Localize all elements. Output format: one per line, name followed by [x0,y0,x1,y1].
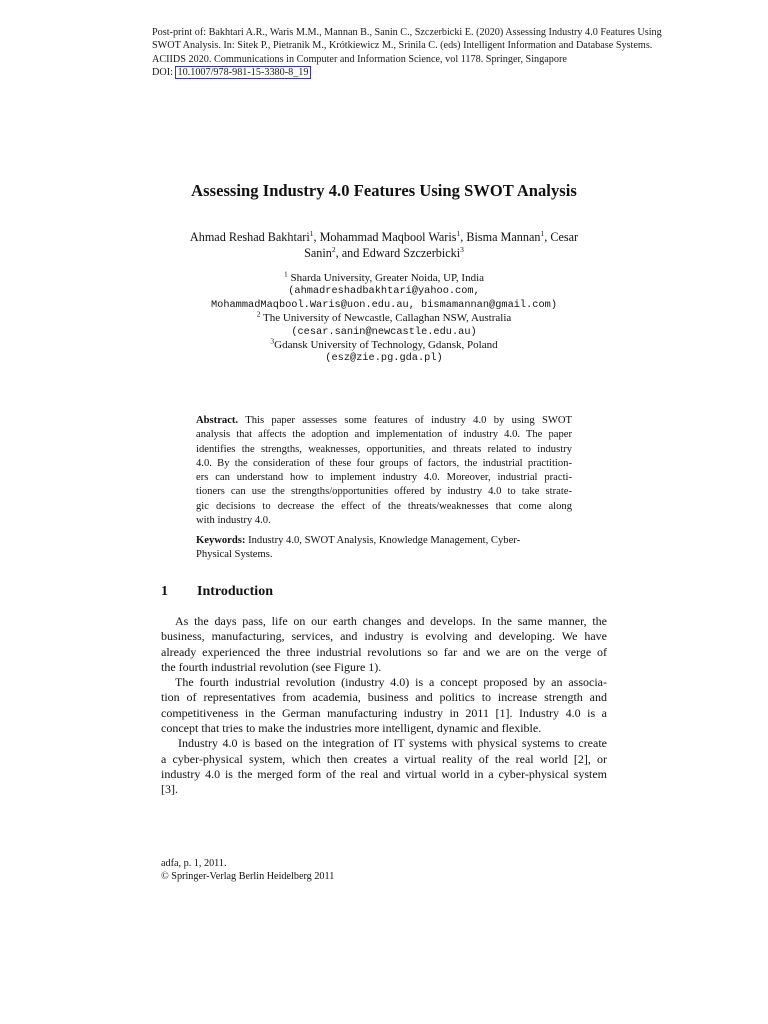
abstract-line: tioners can use the strengths/opportunities offered by industry 4.0 to take strate- [196,486,572,498]
affiliation-marker: 2 [256,309,261,319]
body-line: competitiveness in the German manufacturing industry in 2011 [1]. Industry 4.0 is a [161,705,607,720]
postprint-line: SWOT Analysis. In: Sitek P., Pietranik M., Krótkiewicz M., Srinila C. (eds) Intelligent Information and Database Systems. [152,40,653,52]
body-line: industry 4.0 is the merged form of the real and virtual world in a cyber-physical system [161,766,607,781]
author-email: MohammadMaqbool.Waris@uon.edu.au, bismamannan@gmail.com) [210,298,558,311]
abstract-line: identifies the strengths, weaknesses, opportunities, and threats related to industry [196,443,572,455]
abstract-line: gic decisions to decrease the effect of the threats/weaknesses that come along [196,500,572,512]
abstract-line: 4.0. By the consideration of these four groups of factors, the industrial practition- [196,457,572,469]
affiliation-marker: 1 [309,228,314,238]
abstract-line: analysis that affects the adoption and implementation of industry 4.0. The paper [196,429,572,441]
affiliation-marker: 1 [540,228,545,238]
keywords-line [196,534,572,548]
postprint-line: ACIIDS 2020. Communications in Computer and Information Science, vol 1178. Springer, Singapore [152,53,567,65]
body-line: a cyber-physical system, which then creates a virtual reality of the real world [2], or [161,751,607,766]
affiliation-text: Gdansk University of Technology, Gdansk, Poland [274,339,498,352]
abstract [196,414,572,528]
affiliation-marker: 1 [283,269,288,279]
footer-line: adfa, p. 1, 2011. [161,858,227,869]
keywords-label: Keywords: [196,535,246,546]
abstract-line: with industry 4.0. [196,515,271,527]
body-line: Industry 4.0 is based on the integration of IT systems with physical systems to create [178,736,607,751]
page-footer [161,857,461,883]
body-line: already experienced the three industrial revolutions so far and we are on the verge of [161,644,607,659]
body-line: the fourth industrial revolution (see Figure 1). [161,659,382,674]
copyright-line: © Springer-Verlag Berlin Heidelberg 2011 [161,871,335,882]
abstract-label: Abstract. [196,415,239,426]
doi-line [152,66,692,79]
abstract-text: This paper assesses some features of industry 4.0 by using SWOT [238,415,572,426]
author-name: , Mohammad Maqbool Waris [313,230,457,244]
section-title: Introduction [197,584,273,599]
author-email: (ahmadreshadbakhtari@yahoo.com, [288,285,480,298]
body-line: [3]. [161,782,178,797]
abstract-line [196,414,572,428]
affiliation-marker: 3 [460,244,464,254]
affiliation-text: The University of Newcastle, Callaghan NSW, Australia [260,312,512,325]
body-line: The fourth industrial revolution (industry 4.0) is a concept proposed by an associa- [175,675,607,690]
affiliation-3 [150,336,618,352]
affiliation-marker: 3 [270,336,275,346]
author-email: (cesar.sanin@newcastle.edu.au) [291,325,477,338]
doi-label: DOI: [152,67,176,79]
section-number: 1 [161,584,168,599]
author-name: Sanin [304,245,332,260]
author-email: (esz@zie.pg.gda.pl) [325,352,443,365]
keywords [196,534,572,563]
affiliation-2 [150,309,618,325]
author-name: Ahmad Reshad Bakhtari [189,230,310,244]
author-name: , Cesar [544,230,579,244]
doi-link[interactable]: 10.1007/978-981-15-3380-8_19 [177,67,309,79]
author-name: , Bisma Mannan [460,230,541,244]
keywords-text: Industry 4.0, SWOT Analysis, Knowledge Management, Cyber- [245,535,521,546]
body-line: business, manufacturing, services, and industry is evolving and developing. We have [161,629,607,644]
keywords-line: Physical Systems. [196,549,273,561]
author-name: , and Edward Szczerbicki [335,245,461,260]
abstract-line: ers can understand how to implement industry 4.0. Moreover, industrial practi- [196,472,572,484]
postprint-citation [152,26,692,80]
affiliation-marker: 2 [331,244,336,254]
paper-title: Assessing Industry 4.0 Features Using SWOT Analysis [191,181,577,200]
affiliation-1 [150,269,618,285]
affiliation-marker: 1 [456,228,461,238]
body-line: concept that tries to make the industries more intelligent, dynamic and flexible. [161,721,542,736]
author-list [150,230,618,261]
body-line: As the days pass, life on our earth changes and develops. In the same manner, the [175,614,607,628]
body-line: tion of representatives from academia, business and politics to increase strength and [161,690,607,705]
postprint-line: Post-print of: Bakhtari A.R., Waris M.M., Mannan B., Sanin C., Szczerbicki E. (2020) Assessing Industry 4.0 Features Using [152,27,662,38]
body-text [161,614,607,798]
affiliation-text: Sharda University, Greater Noida, UP, India [287,272,485,284]
affiliations [150,269,618,366]
